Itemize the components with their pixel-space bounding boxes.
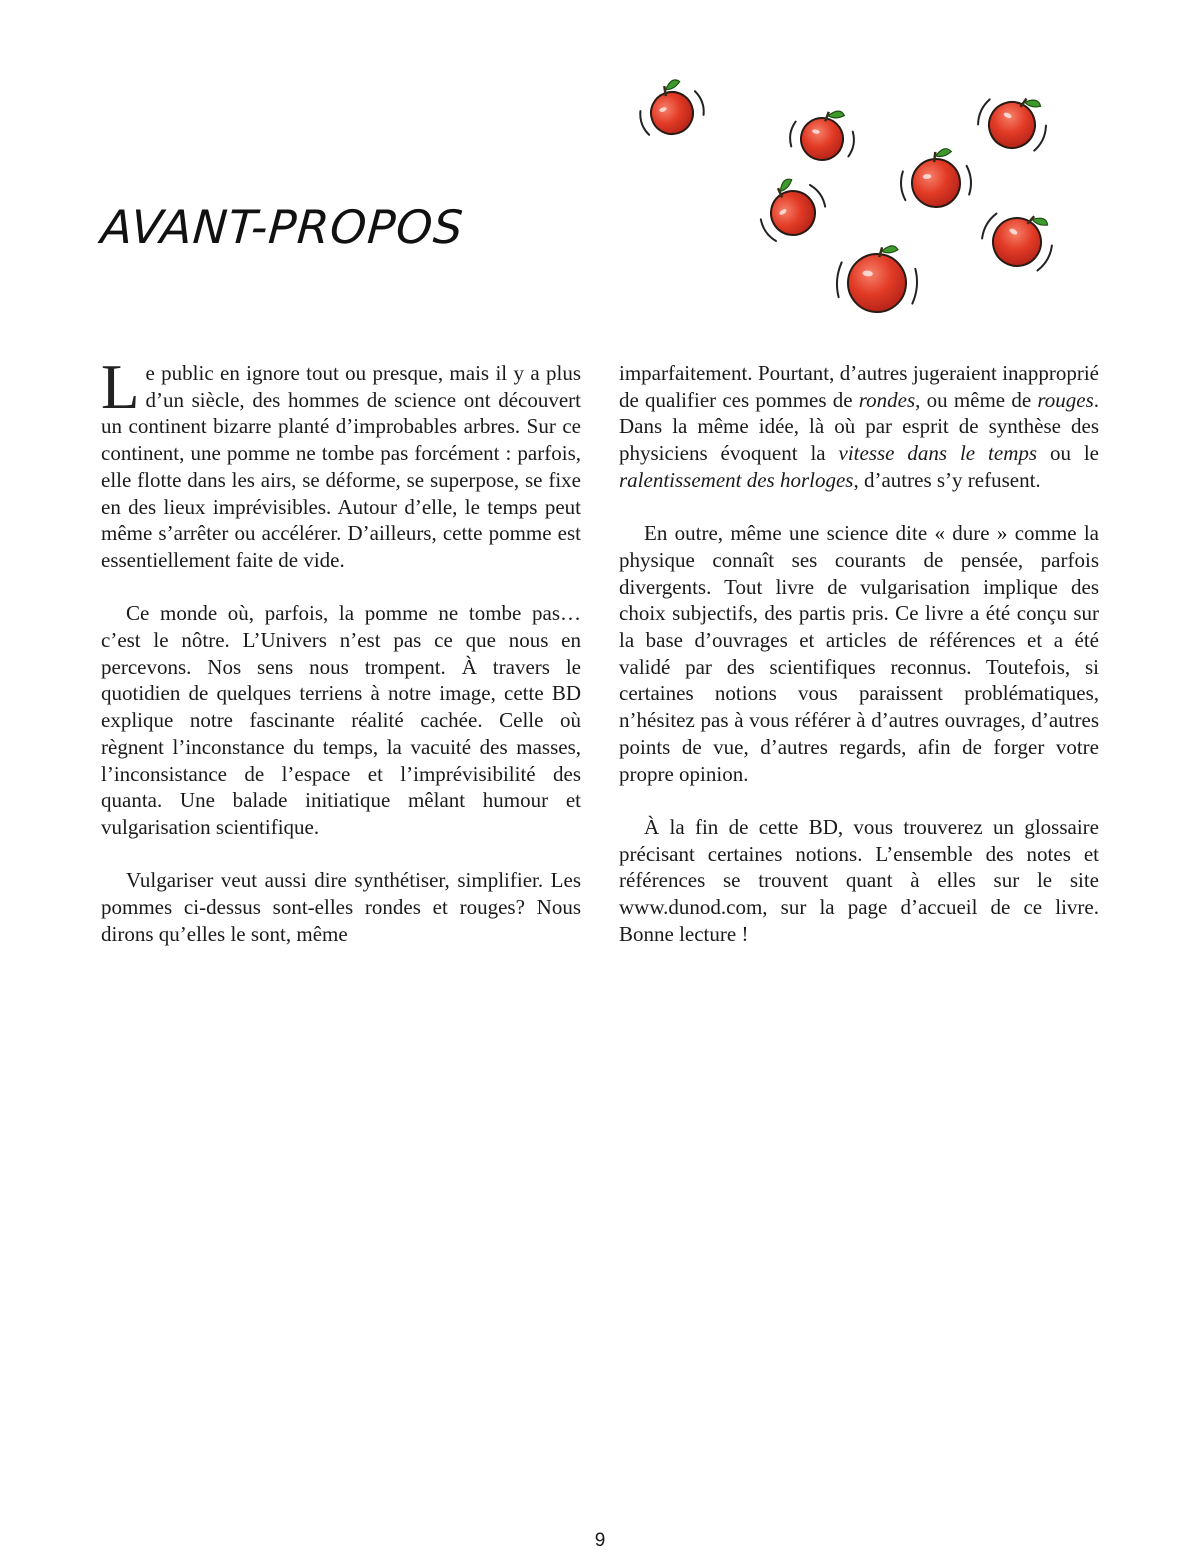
paragraph-glossary: À la fin de cette BD, vous trouverez un glossaire précisant certaines notions. L’ensemble des notes et références se trouvent quant à elles sur le site www.dunod.com, sur la page d’accueil de ce livre. Bonne lecture ! [619, 814, 1099, 946]
apple-icon [835, 241, 921, 315]
right-column [619, 360, 1099, 974]
apple-icon [787, 104, 859, 166]
text-run: imparfaitement. Pourtant, d’autres jugeraient inapproprié de qualifier ces pommes de [619, 361, 1099, 412]
text-run: ou le [1037, 441, 1099, 466]
paragraph-intro [101, 352, 581, 574]
apple-icon [898, 147, 973, 210]
paragraph-physics: En outre, même une science dite « dure » comme la physique connaît ses courants de pensée, parfois divergents. Tout livre de vulgarisation implique des choix subjectifs, des partis pris. Ce livre a été conçu sur la base d’ouvrages et articles de références et a été validé par des scientifiques reconnus. Toutefois, si certaines notions vous paraissent problématiques, n’hésitez pas à vous référer à d’autres ouvrages, d’autres points de vue, d’autres regards, afin de forger votre propre opinion. [619, 521, 1099, 786]
apple-icon [632, 75, 710, 144]
emphasis: rondes [858, 387, 916, 412]
apple-icon [975, 196, 1064, 281]
text-run: , ou même de [915, 387, 1038, 412]
apple-icon [748, 168, 833, 250]
falling-apples-icon [615, 75, 1075, 330]
page-number: 9 [594, 1530, 606, 1551]
emphasis: rouges [1037, 387, 1094, 412]
apple-icon [971, 81, 1056, 160]
text-run: , d’autres s’y refusent. [853, 467, 1041, 492]
paragraph-world: Ce monde où, parfois, la pomme ne tombe pas… c’est le nôtre. L’Univers n’est pas ce que nous en percevons. Nos sens nous trompent. À travers le quotidien de quelques terriens à notre image, cette BD explique notre fascinante réalité cachée. Celle où règnent l’inconstance du temps, la vacuité des masses, l’inconsistance de l’espace et l’imprévisibilité des quanta. Une balade initiatique mêlant humour et vulgarisation scientifique. [101, 601, 581, 839]
emphasis: vitesse dans le temps [838, 441, 1038, 466]
drop-cap: L [101, 352, 140, 422]
paragraph-vulgariser: Vulgariser veut aussi dire synthétiser, simplifier. Les pommes ci-dessus sont-elles rondes et rouges? Nous dirons qu’elles le sont, même [101, 868, 581, 946]
paragraph-imperfect [619, 360, 1099, 494]
emphasis: ralentissement des horloges [619, 467, 854, 492]
paragraph-intro-text: e public en ignore tout ou presque, mais il y a plus d’un siècle, des hommes de science ont découvert un continent bizarre planté d’improbables arbres. Sur ce continent, une pomme ne tombe pas forcément : parfois, elle flotte dans les airs, se déforme, se superpose, se fixe en des lieux imprévisibles. Autour d’elle, le temps peut même s’arrêter ou accélérer. D’ailleurs, cette pomme est essentiellement faite de vide. [101, 361, 581, 572]
text-run: . Dans la même idée, là où par esprit de synthèse des physiciens évoquent la [619, 387, 1099, 466]
left-column [101, 352, 581, 974]
page-title: AVANT-PROPOS [99, 200, 466, 254]
